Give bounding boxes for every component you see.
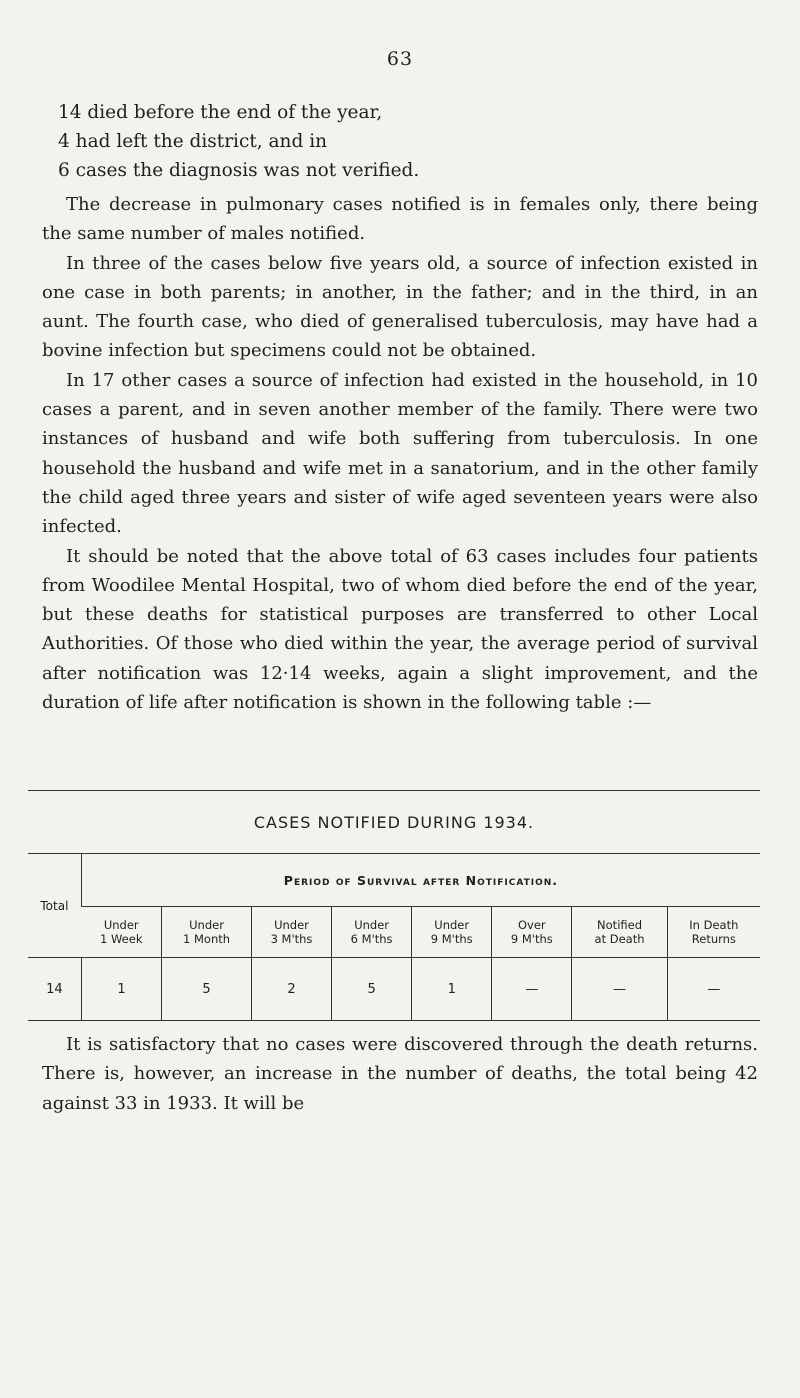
column-header: Under 1 Week xyxy=(81,907,161,958)
column-header: Over 9 M'ths xyxy=(492,907,572,958)
table-cell: 2 xyxy=(251,958,331,1021)
table-title: CASES NOTIFIED DURING 1934. xyxy=(28,791,760,854)
paragraph: In three of the cases below five years old, a source of infection existed in one case in both parents; in another, in the father; and in the third, in an aunt. The fourth case, who died of generalised tuberculosis, may have had a bovine infection but specimens could not be obtained. xyxy=(42,252,758,362)
list-item: 4 had left the district, and in xyxy=(58,131,328,152)
body-text-top xyxy=(42,190,758,717)
column-header: Notified at Death xyxy=(572,907,667,958)
column-header: Under 9 M'ths xyxy=(412,907,492,958)
body-text-bottom xyxy=(42,1030,758,1118)
page-number: 63 xyxy=(386,48,414,70)
total-header: Total xyxy=(28,854,81,958)
paragraph: In 17 other cases a source of infection had existed in the household, in 10 cases a parent, and in seven another member of the family. There were two instances of husband and wife both suffering from tuberculosis. In one household the husband and wife met in a sanatorium, and in the other family the child aged three years and sister of wife aged seventeen years were also infected. xyxy=(42,369,758,538)
table-cell: 5 xyxy=(332,958,412,1021)
table-cell: 1 xyxy=(412,958,492,1021)
paragraph: It is satisfactory that no cases were discovered through the death returns. There is, however, an increase in the number of deaths, the total being 42 against 33 in 1933. It will be xyxy=(42,1034,758,1114)
period-header: Period of Survival after Notification. xyxy=(81,854,760,907)
list-item: 14 died before the end of the year, xyxy=(58,102,383,123)
column-header: Under 3 M'ths xyxy=(251,907,331,958)
table-cell: 14 xyxy=(28,958,81,1021)
column-header: Under 6 M'ths xyxy=(332,907,412,958)
table-cell: — xyxy=(492,958,572,1021)
list-item: 6 cases the diagnosis was not verified. xyxy=(58,160,420,181)
column-header: Under 1 Month xyxy=(162,907,252,958)
paragraph: The decrease in pulmonary cases notified is in females only, there being the same number of males notified. xyxy=(42,194,758,245)
outcome-list xyxy=(58,98,758,185)
table-cell: — xyxy=(572,958,667,1021)
paragraph: It should be noted that the above total of 63 cases includes four patients from Woodilee Mental Hospital, two of whom died before the end of the year, but these deaths for statistical purposes are transferred to other Local Authorities. Of those who died within the year, the average period of survival after notification was 12·14 weeks, again a slight improvement, and the duration of life after notification is shown in the following table :— xyxy=(42,545,758,714)
column-header: In Death Returns xyxy=(667,907,760,958)
table-cell: 5 xyxy=(162,958,252,1021)
survival-table xyxy=(28,790,760,1018)
table-cell: 1 xyxy=(81,958,161,1021)
table-cell: — xyxy=(667,958,760,1021)
